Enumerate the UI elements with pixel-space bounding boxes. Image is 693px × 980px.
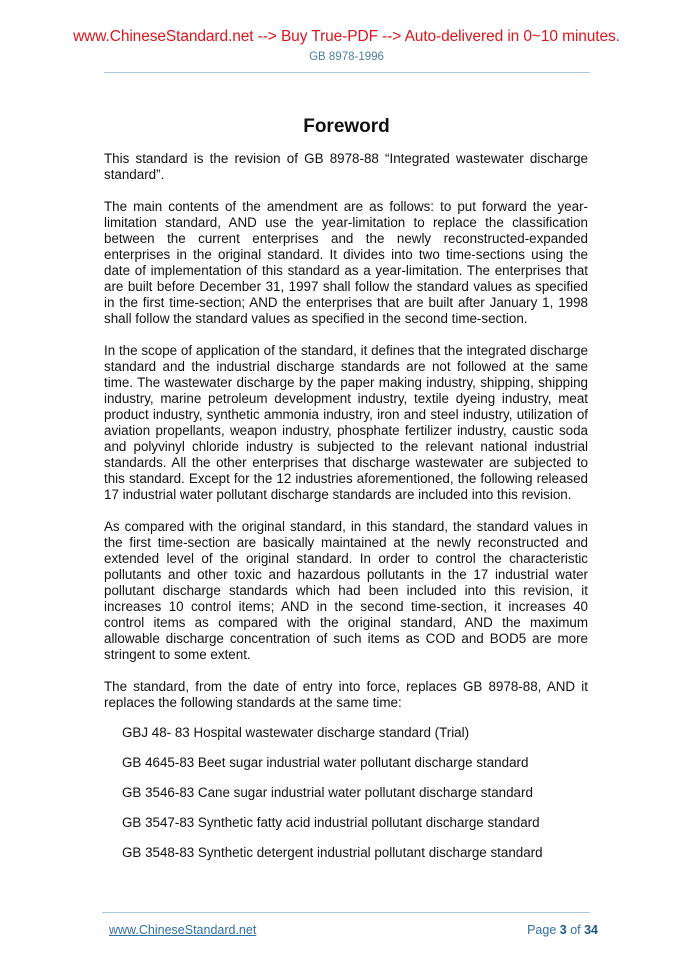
list-item: GB 3547-83 Synthetic fatty acid industrial pollutant discharge standard <box>122 815 540 830</box>
paragraph-scope: In the scope of application of the standard, it defines that the integrated discharge standard and the industrial discharge standards are not followed at the same time. The wastewater discharge by the paper making industry, shipping, shipping industry, marine petroleum development industry, textile dyeing industry, meat product industry, synthetic ammonia industry, iron and steel industry, utilization of aviation propellants, weapon industry, phosphate fertilizer industry, caustic soda and polyvinyl chloride industry is subjected to the relevant national industrial standards. All the other enterprises that discharge wastewater are subjected to this standard. Except for the 12 industries aforementioned, the following released 17 industrial water pollutant discharge standards are included into this revision. <box>104 343 588 502</box>
header-divider <box>104 72 590 73</box>
paragraph-replaces: The standard, from the date of entry into force, replaces GB 8978-88, AND it replaces the following standards at the same time: <box>104 679 588 710</box>
list-item: GBJ 48- 83 Hospital wastewater discharge standard (Trial) <box>122 725 470 740</box>
list-item: GB 4645-83 Beet sugar industrial water pollutant discharge standard <box>122 755 529 770</box>
document-code: GB 8978-1996 <box>309 51 384 63</box>
footer-divider <box>102 912 590 913</box>
page-current: 3 <box>559 923 567 937</box>
footer-website-link[interactable]: www.ChineseStandard.net <box>109 923 257 937</box>
page-of: of <box>566 923 585 937</box>
page-title: Foreword <box>303 116 390 137</box>
page-total: 34 <box>584 923 598 937</box>
document-body <box>104 151 588 875</box>
page-prefix: Page <box>527 923 560 937</box>
paragraph-intro: This standard is the revision of GB 8978-88 “Integrated wastewater discharge standard”. <box>104 151 588 182</box>
page-indicator <box>527 923 598 937</box>
paragraph-amendment: The main contents of the amendment are as follows: to put forward the year-limitation standard, AND use the year-limitation to replace the classification between the current enterprises and the newly reconstructed-expanded enterprises in the original standard. It divides into two time-sections using the date of implementation of this standard as a year-limitation. The enterprises that are built before December 31, 1997 shall follow the standard values as specified in the first time-section; AND the enterprises that are built after January 1, 1998 shall follow the standard values as specified in the second time-section. <box>104 199 588 326</box>
list-item: GB 3546-83 Cane sugar industrial water pollutant discharge standard <box>122 785 533 800</box>
promo-banner: www.ChineseStandard.net --> Buy True-PDF --> Auto-delivered in 0~10 minutes. <box>73 28 620 45</box>
list-item: GB 3548-83 Synthetic detergent industrial pollutant discharge standard <box>122 845 543 860</box>
paragraph-comparison: As compared with the original standard, in this standard, the standard values in the first time-section are basically maintained at the newly reconstructed and extended level of the original standard. In order to control the characteristic pollutants and other toxic and hazardous pollutants in the 17 industrial water pollutant discharge standards which had been included into this revision, it increases 10 control items; AND in the second time-section, it increases 40 control items as compared with the original standard, AND the maximum allowable discharge concentration of such items as COD and BOD5 are more stringent to some extent. <box>104 519 588 662</box>
replaced-standards-list <box>104 725 588 861</box>
